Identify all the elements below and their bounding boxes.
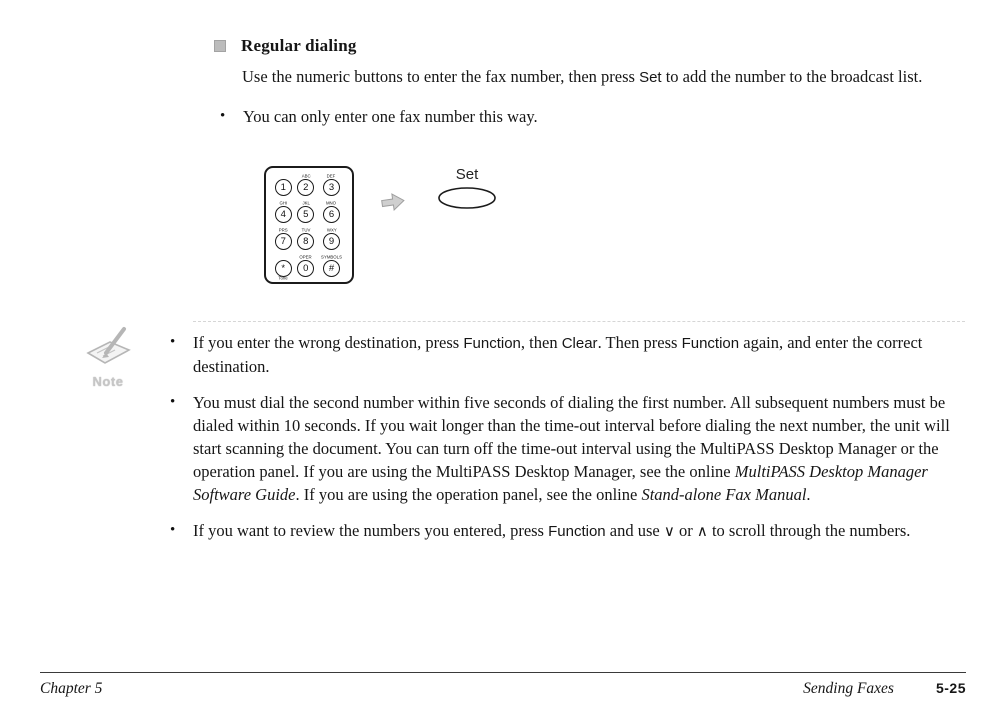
- keypad-key-9: [323, 227, 340, 254]
- note-badge: [80, 326, 136, 389]
- page-footer: [40, 672, 966, 698]
- keypad-key-8: [297, 227, 314, 254]
- note-text: You must dial the second number within five seconds of dialing the first number. All subsequent numbers must be dialed within 10 seconds. If you wait longer than the time-out interval before dialing the next number, the unit will start scanning the document. You can turn off the time-out interval using the MultiPASS Desktop Manager or the operation panel. If you are using the MultiPASS Desktop Manager, see the online MultiPASS Desktop Manager Software Guide. If you are using the operation panel, see the online Stand-alone Fax Manual.: [193, 393, 950, 504]
- key-digit: 2: [297, 179, 314, 196]
- key-letters: WXY: [326, 228, 337, 233]
- keypad-key-hash: [317, 254, 346, 281]
- section-bullet-item: [220, 105, 954, 128]
- set-button-illustration: [436, 166, 498, 210]
- keypad-figure: [264, 166, 498, 284]
- note-item-2: [170, 391, 970, 506]
- notes-separator: [193, 321, 965, 322]
- key-digit: 7: [275, 233, 292, 250]
- key-letters: OPER: [299, 255, 312, 260]
- key-digit: 6: [323, 206, 340, 223]
- key-digit: 8: [297, 233, 314, 250]
- key-digit: 5: [297, 206, 314, 223]
- note-icon-label: Note: [92, 374, 124, 389]
- key-letters: MNO: [326, 201, 337, 206]
- key-digit: 9: [323, 233, 340, 250]
- key-digit: 1: [275, 179, 292, 196]
- key-letters: PRS: [278, 228, 288, 233]
- notes-list: [170, 331, 970, 556]
- arrow-icon: [380, 192, 406, 212]
- key-digit: 4: [275, 206, 292, 223]
- footer-page-number: 5-25: [935, 680, 966, 696]
- key-digit: *: [275, 260, 292, 277]
- key-digit: #: [323, 260, 340, 277]
- section-heading: Regular dialing: [241, 36, 357, 55]
- keypad-key-0: [297, 254, 314, 281]
- key-letters: ABC: [301, 174, 311, 179]
- key-digit: 0: [297, 260, 314, 277]
- key-digit: 3: [323, 179, 340, 196]
- key-sub-label: Tone: [278, 276, 288, 282]
- keypad-key-6: [323, 200, 340, 227]
- section-intro: Use the numeric buttons to enter the fax number, then press Set to add the number to the broadcast list.: [242, 67, 923, 86]
- keypad-key-2: [297, 173, 314, 200]
- key-letters: GHI: [279, 201, 288, 206]
- keypad-key-5: [297, 200, 314, 227]
- key-letters: DEF: [327, 174, 336, 179]
- note-item-1: [170, 331, 970, 378]
- keypad-key-4: [275, 200, 292, 227]
- bullet-icon: •: [170, 522, 176, 538]
- note-text: If you want to review the numbers you entered, press Function and use ∨ or ∧ to scroll through the numbers.: [193, 521, 911, 540]
- note-text: If you enter the wrong destination, press Function, then Clear. Then press Function again, and enter the correct destination.: [193, 333, 923, 376]
- footer-section-name: Sending Faxes: [803, 680, 894, 697]
- key-letters: JKL: [302, 201, 310, 206]
- regular-dialing-section: [214, 36, 954, 128]
- note-item-3: [170, 519, 970, 543]
- keypad-key-7: [275, 227, 292, 254]
- key-letters: SYMBOLS: [321, 255, 342, 260]
- section-heading-row: [214, 36, 954, 56]
- key-letters: TUV: [301, 228, 311, 233]
- keypad-key-star: [275, 254, 292, 281]
- section-square-icon: [214, 40, 226, 52]
- numeric-keypad-illustration: [264, 166, 354, 284]
- section-bullet-text: You can only enter one fax number this way.: [243, 107, 538, 126]
- keypad-key-3: [323, 173, 340, 200]
- bullet-icon: •: [170, 394, 176, 410]
- note-icon: [83, 326, 133, 368]
- keypad-key-1: [275, 173, 292, 200]
- set-button-oval: [436, 186, 498, 210]
- set-button-label: Set: [455, 166, 479, 183]
- footer-right-group: [803, 680, 966, 698]
- bullet-icon: •: [220, 108, 226, 124]
- bullet-icon: •: [170, 334, 176, 350]
- footer-chapter: Chapter 5: [40, 680, 103, 697]
